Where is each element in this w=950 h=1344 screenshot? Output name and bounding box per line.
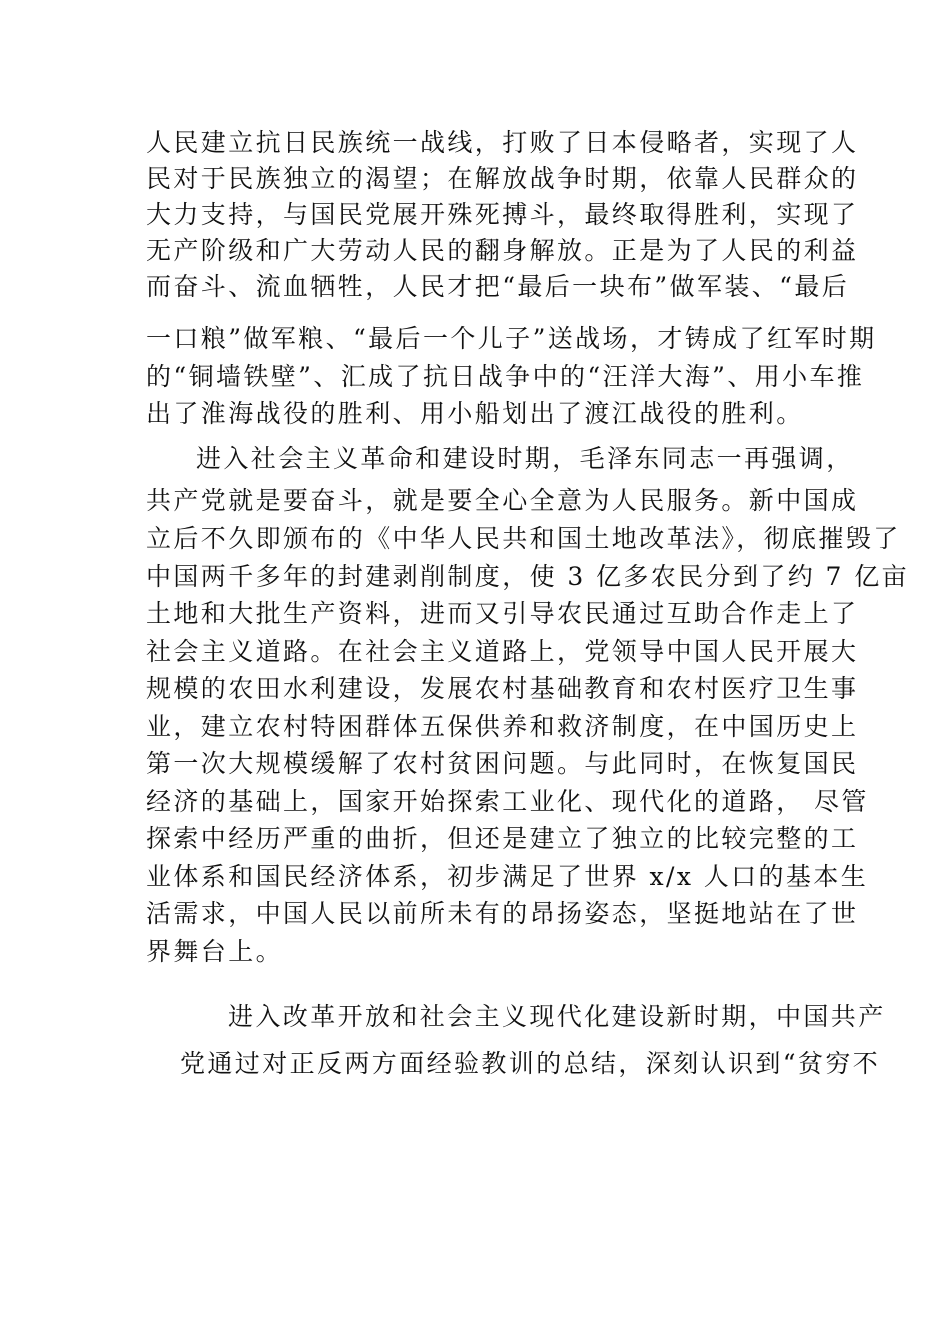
text-line: 中国两千多年的封建剥削制度，使 3 亿多农民分到了约 7 亿亩: [146, 562, 910, 591]
text-line: 而奋斗、流血牺牲，人民才把“最后一块布”做军装、“最后: [146, 272, 850, 301]
text-line: 立后不久即颁布的《中华人民共和国土地改革法》，彻底摧毁了: [146, 524, 901, 553]
text-line: 出了淮海战役的胜利、用小船划出了渡江战役的胜利。: [146, 399, 804, 428]
text-line: 探索中经历严重的曲折，但还是建立了独立的比较完整的工: [146, 824, 859, 853]
text-line: 规模的农田水利建设，发展农村基础教育和农村医疗卫生事: [146, 674, 859, 703]
text-line: 一口粮”做军粮、“最后一个儿子”送战场，才铸成了红军时期: [146, 324, 877, 353]
text-line: 第一次大规模缓解了农村贫困问题。与此同时，在恢复国民: [146, 749, 859, 778]
text-line: 的“铜墙铁壁”、汇成了抗日战争中的“汪洋大海”、用小车推: [146, 362, 865, 391]
text-line: 社会主义道路。在社会主义道路上，党领导中国人民开展大: [146, 637, 859, 666]
text-line: 进入改革开放和社会主义现代化建设新时期，中国共产: [228, 1002, 886, 1031]
text-line: 业体系和国民经济体系，初步满足了世界 x/x 人口的基本生: [146, 862, 869, 891]
text-line: 经济的基础上，国家开始探索工业化、现代化的道路， 尽管: [146, 787, 869, 816]
text-line: 界舞台上。: [146, 937, 284, 966]
text-line: 业，建立农村特困群体五保供养和救济制度，在中国历史上: [146, 712, 859, 741]
text-line: 土地和大批生产资料，进而又引导农民通过互助合作走上了: [146, 599, 859, 628]
text-line: 进入社会主义革命和建设时期，毛泽东同志一再强调，: [196, 444, 854, 473]
text-line: 共产党就是要奋斗，就是要全心全意为人民服务。新中国成: [146, 486, 859, 515]
text-line: 党通过对正反两方面经验教训的总结，深刻认识到“贫穷不: [180, 1049, 881, 1078]
text-line: 人民建立抗日民族统一战线，打败了日本侵略者，实现了人: [146, 128, 859, 157]
text-line: 无产阶级和广大劳动人民的翻身解放。正是为了人民的利益: [146, 236, 859, 265]
text-line: 活需求，中国人民以前所未有的昂扬姿态，坚挺地站在了世: [146, 899, 859, 928]
text-line: 民对于民族独立的渴望；在解放战争时期，依靠人民群众的: [146, 164, 859, 193]
text-line: 大力支持，与国民党展开殊死搏斗，最终取得胜利，实现了: [146, 200, 859, 229]
